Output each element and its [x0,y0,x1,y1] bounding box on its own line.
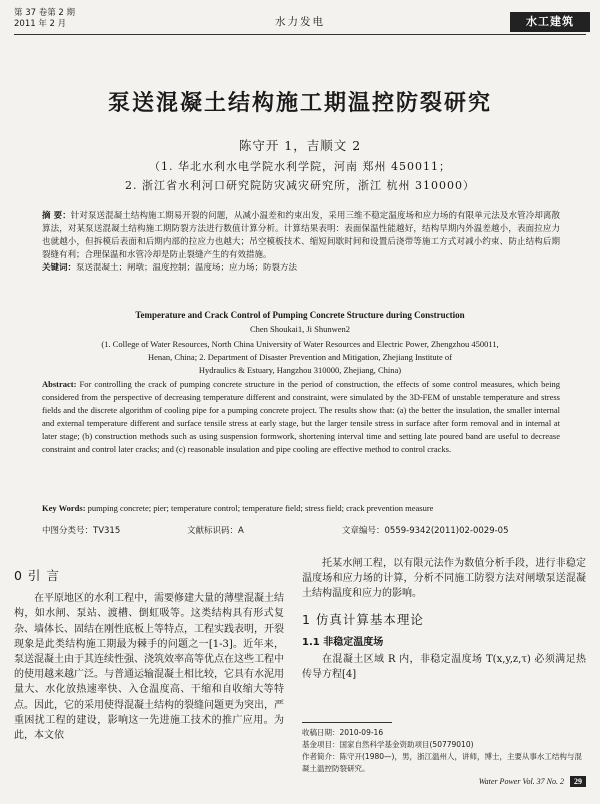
footnote-rule [302,722,392,723]
footnote [302,727,586,775]
issue-date: 2011 年 2 月 [14,19,67,29]
english-keywords [42,502,560,515]
keywords-cn: 泵送混凝土；闸墩；温度控制；温度场；应力场；防裂方法 [76,263,298,273]
english-title: Temperature and Crack Control of Pumping Concrete Structure during Construction [135,310,465,320]
english-abstract-label: Abstract: [42,379,77,389]
english-aff-line-1: (1. College of Water Resources, North China University of Water Resources and Electric Power, Zhengzhou 450011, [101,339,499,349]
intro-paragraph: 在平原地区的水利工程中，需要修建大量的薄壁混凝土结构，如水闸、泵站、渡槽、倒虹吸等。这类结构具有形式复杂、墙体长、固结在刚性底板上等特点，工程实践表明，开裂现象是此类结构施工期最为棘手的问题之一[1-3]。近年来，泵送混凝土由于其连续性强、浇筑效率高等优点在这些工程中的使用越来越广泛。与普通运输混凝土相比较，它具有水泥用量大、水化放热速率快、入仓温度高、干缩和自收缩大等特点。因此，它的采用使得混凝土结构的裂缝问题更为突出，严重困扰工程的建设，影响这一先进施工技术的推广应用。为此，本文依 [14,593,284,742]
abstract-cn-text: 针对泵送混凝土结构施工期易开裂的问题，从减小温差和约束出发，采用三维不稳定温度场和应力场的有限单元法及水管冷却离散算法，对某泵送混凝土结构施工期防裂方法进行数值计算分析。计算结果表明：表面保温性能越好，结构早期内外温差越小，表面拉应力也就越小，但拆模后表面和后期内部的拉应力也越大；吊空模板技术、缩短间歇时间和设置后浇带等施工方式对减小约束、防止结构后期裂缝有利；合理保温和水管冷却是防止裂缝产生的有效措施。 [42,211,560,260]
english-affiliations [60,338,540,377]
clc-number: 中图分类号：TV315 [42,526,121,536]
english-keywords-label: Key Words: [42,503,86,513]
affiliation-line-2: 2. 浙江省水利河口研究院防灾减灾研究所，浙江 杭州 310000） [125,179,475,192]
journal-name: 水力发电 [275,16,325,28]
theory-paragraph: 在混凝土区域 R 内，非稳定温度场 T(x,y,z,τ) 必须满足热传导方程[4] [302,654,586,681]
english-aff-line-2: Henan, China; 2. Department of Disaster Prevention and Mitigation, Zhejiang Institute of [147,352,453,362]
authors: 陈守开 1，吉顺文 2 [238,138,362,153]
right-column [302,556,586,682]
received-date: 收稿日期：2010-09-16 [302,728,384,737]
section-heading-theory: 1 仿真计算基本理论 [302,611,424,627]
fund-info: 基金项目：国家自然科学基金资助项目(50779010) [302,740,474,749]
english-authors: Chen Shoukai1, Ji Shunwen2 [249,324,351,334]
section-heading-intro: 0 引 言 [14,568,60,583]
section-badge: 水工建筑 [510,12,590,32]
volume: 第 37 卷第 2 期 [14,8,76,18]
english-abstract [42,378,560,456]
page-number: 29 [570,776,586,787]
intro-paragraph-continued: 托某水闸工程，以有限元法作为数值分析手段，进行非稳定温度场和应力场的计算，分析不同施工防裂方法对闸墩泵送混凝土结构温度和应力的影响。 [302,558,586,600]
left-column [14,566,284,743]
document-code: 文献标识码：A [187,526,244,536]
subsection-heading-temperature: 1.1 非稳定温度场 [302,636,384,648]
author-bio: 作者简介：陈守开(1980—)，男，浙江温州人，讲师，博士，主要从事水工结构与混凝土温控防裂研究。 [302,752,582,773]
keywords-cn-label: 关键词： [42,263,77,273]
english-keywords-text: pumping concrete; pier; temperature control; temperature field; stress field; crack prevention measure [87,503,434,513]
abstract-cn [42,210,560,275]
abstract-cn-label: 摘 要： [42,211,71,221]
english-aff-line-3: Hydraulics & Estuary, Hangzhou 310000, Zhejiang, China) [198,365,402,375]
paper-title: 泵送混凝土结构施工期温控防裂研究 [107,91,492,116]
affiliation-line-1: （1. 华北水利水电学院水利学院，河南 郑州 450011； [149,160,451,173]
footer-journal: Water Power Vol. 37 No. 2 [478,777,564,786]
page-footer [479,776,586,787]
english-abstract-text: For controlling the crack of pumping concrete structure in the period of construction, the effects of some control measures, which being considered from the perspective of decreasing temperature different and constraint, were simulated by the 3D-FEM of unstable temperature and stress fields and the discrete algorithm of cooling pipe for a pumping concrete project. The results show that: (a) the better the insulation, the smaller internal and external temperature different and surface tensile stress at early stage, but the larger tensile stress in surface after form removal and in internal at later stage; (b) construction methods such as using suspension formwork, shortening interval time and setting late poured band are useful to decrease constraint and control later cracks; and (c) reasonable insulation and pipe cooling are effective method to control cracks. [42,379,560,454]
header-rule [14,34,586,35]
article-number: 文章编号：0559-9342(2011)02-0029-05 [342,526,509,536]
